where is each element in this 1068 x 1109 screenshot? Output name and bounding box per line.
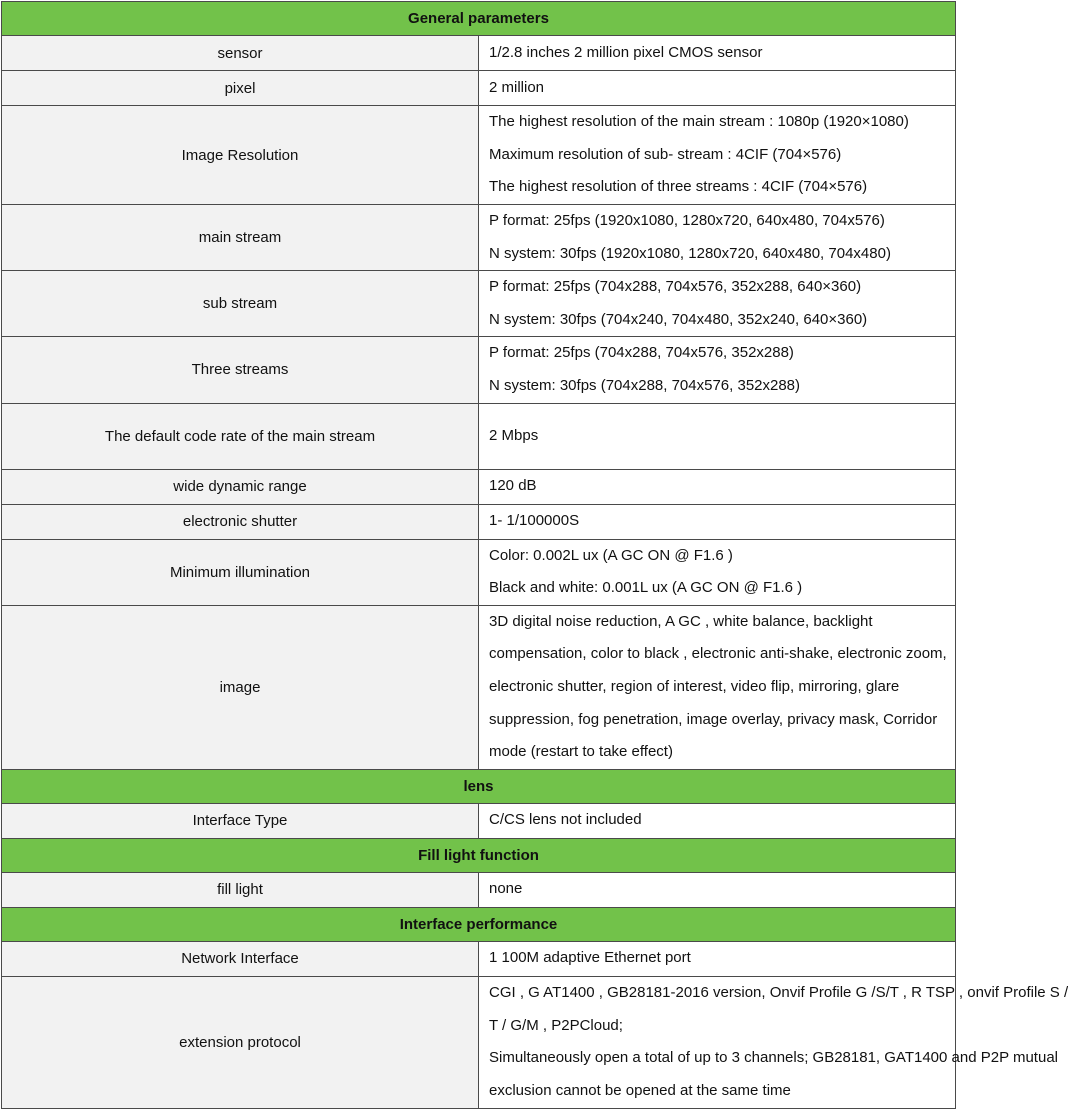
section-header-lens: lens xyxy=(2,769,956,803)
row-value-extension xyxy=(479,976,1068,1108)
table-row xyxy=(2,403,956,469)
table-row xyxy=(2,941,956,976)
value-paragraph: 3D digital noise reduction, A GC , white balance, backlight compensation, color to black , electronic anti-shake, electronic zoom, electronic shutter, region of interest, video flip, mirroring, glare suppression, fog penetration, image overlay, privacy mask, Corridor mode (restart to take effect) xyxy=(489,612,947,761)
value-line: Maximum resolution of sub- stream : 4CIF (704×576) xyxy=(489,145,842,163)
value-line: N system: 30fps (1920x1080, 1280x720, 640x480, 704x480) xyxy=(489,244,891,262)
value-line: P format: 25fps (704x288, 704x576, 352x288, 640×360) xyxy=(489,278,862,296)
row-label-image: image xyxy=(2,605,479,769)
table-row xyxy=(2,539,956,605)
row-label-three-streams: Three streams xyxy=(2,337,479,403)
value-line: The highest resolution of the main stream : 1080p (1920×1080) xyxy=(489,113,909,131)
table-row xyxy=(2,71,956,106)
row-value-resolution xyxy=(479,106,956,205)
row-label-resolution: Image Resolution xyxy=(2,106,479,205)
row-value-shutter: 1- 1/100000S xyxy=(479,504,956,539)
row-value-fill-light: none xyxy=(479,872,956,907)
table-row xyxy=(2,36,956,71)
row-label-fill-light: fill light xyxy=(2,872,479,907)
row-value-main-stream xyxy=(479,205,956,271)
table-row xyxy=(2,803,956,838)
row-value-image xyxy=(479,605,956,769)
value-line: CGI , G AT1400 , GB28181-2016 version, Onvif Profile G /S/T , R TSP , onvif Profile S / xyxy=(489,984,1068,1002)
row-value-wdr: 120 dB xyxy=(479,469,956,504)
table-row xyxy=(2,106,956,205)
row-value-three-streams xyxy=(479,337,956,403)
section-row xyxy=(2,838,956,872)
table-row xyxy=(2,504,956,539)
section-row xyxy=(2,2,956,36)
row-value-pixel: 2 million xyxy=(479,71,956,106)
row-label-illumination: Minimum illumination xyxy=(2,539,479,605)
section-header-fill-light: Fill light function xyxy=(2,838,956,872)
row-label-wdr: wide dynamic range xyxy=(2,469,479,504)
row-label-extension: extension protocol xyxy=(2,976,479,1108)
table-row xyxy=(2,605,956,769)
value-line: Simultaneously open a total of up to 3 channels; GB28181, GAT1400 and P2P mutual xyxy=(489,1049,1058,1067)
row-value-code-rate: 2 Mbps xyxy=(479,403,956,469)
value-line: The highest resolution of three streams : 4CIF (704×576) xyxy=(489,178,868,196)
row-label-sensor: sensor xyxy=(2,36,479,71)
row-value-sensor: 1/2.8 inches 2 million pixel CMOS sensor xyxy=(479,36,956,71)
value-line: Color: 0.002L ux (A GC ON @ F1.6 ) xyxy=(489,546,733,564)
spec-table xyxy=(1,1,1068,1109)
section-header-general: General parameters xyxy=(2,2,956,36)
row-label-code-rate: The default code rate of the main stream xyxy=(2,403,479,469)
row-label-pixel: pixel xyxy=(2,71,479,106)
value-line: Black and white: 0.001L ux (A GC ON @ F1.6 ) xyxy=(489,579,803,597)
value-line: N system: 30fps (704x288, 704x576, 352x288) xyxy=(489,376,801,394)
value-line: T / G/M , P2PCloud; xyxy=(489,1016,623,1034)
table-row xyxy=(2,872,956,907)
table-row xyxy=(2,469,956,504)
table-row xyxy=(2,976,956,1108)
value-line: P format: 25fps (704x288, 704x576, 352x288) xyxy=(489,344,794,362)
row-value-interface-type: C/CS lens not included xyxy=(479,803,956,838)
section-row xyxy=(2,769,956,803)
row-label-shutter: electronic shutter xyxy=(2,504,479,539)
table-row xyxy=(2,337,956,403)
value-line: exclusion cannot be opened at the same time xyxy=(489,1081,791,1099)
row-value-network: 1 100M adaptive Ethernet port xyxy=(479,941,956,976)
row-value-sub-stream xyxy=(479,271,956,337)
table-row xyxy=(2,271,956,337)
table-row xyxy=(2,205,956,271)
row-label-interface-type: Interface Type xyxy=(2,803,479,838)
value-line: N system: 30fps (704x240, 704x480, 352x240, 640×360) xyxy=(489,310,868,328)
row-value-illumination xyxy=(479,539,956,605)
row-label-network: Network Interface xyxy=(2,941,479,976)
value-line: P format: 25fps (1920x1080, 1280x720, 640x480, 704x576) xyxy=(489,212,885,229)
row-label-main-stream: main stream xyxy=(2,205,479,271)
section-header-interface: Interface performance xyxy=(2,907,956,941)
row-label-sub-stream: sub stream xyxy=(2,271,479,337)
section-row xyxy=(2,907,956,941)
